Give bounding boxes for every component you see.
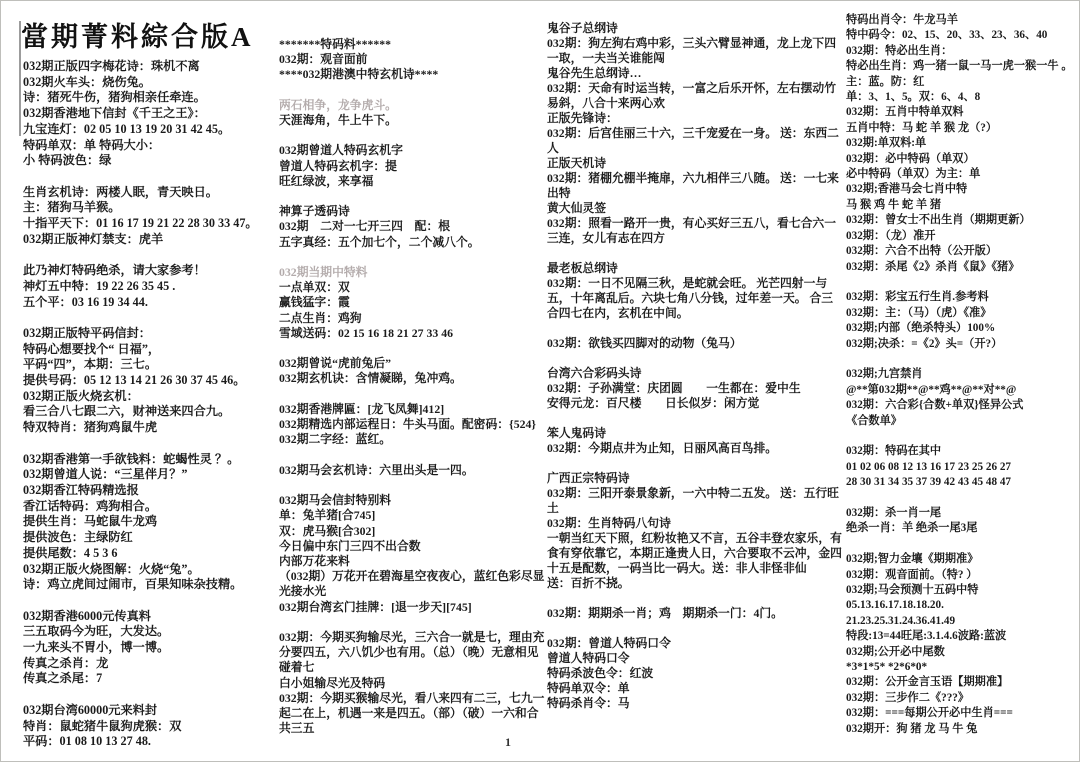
text-line: 032期：欲钱买四脚对的动物（兔马） <box>547 336 742 350</box>
text-line: 032期;决杀：=《2》头=（开?） <box>846 337 1003 350</box>
page-title: 當期菁料綜合版A <box>21 22 254 52</box>
text-line: 正版先锋诗： <box>547 111 618 125</box>
text-line: 传真之杀尾：7 <box>23 671 103 686</box>
text-line: 天涯海角，牛上牛下。 <box>279 113 397 128</box>
text-line: 032期：特码在其中 <box>846 445 942 458</box>
text-line <box>547 591 843 606</box>
text-line: 台湾六合彩码头诗 <box>547 366 642 380</box>
text-line: ****032期港澳中特玄机诗**** <box>279 67 439 82</box>
text-line <box>547 621 843 636</box>
text-line: 032期二字经：蓝红。 <box>279 432 392 447</box>
column-4 <box>846 13 1080 737</box>
text-line <box>547 456 843 471</box>
text-line: 神算子透码诗 <box>279 204 350 219</box>
column-1 <box>23 59 279 750</box>
text-line: 032期：六合不出特（公开版） <box>846 245 998 258</box>
text-line: 特码杀肖令：马 <box>547 696 630 710</box>
text-line <box>846 429 1080 444</box>
text-line: 小 特码波色：绿 <box>23 153 112 168</box>
text-line: 032期：观音面前。（特? ） <box>846 568 978 581</box>
text-line: 032期;智力金壤《期期准》 <box>846 553 979 566</box>
text-line <box>279 128 547 143</box>
text-line: 曾道人特码玄机字：提 <box>279 158 397 173</box>
text-line: 032期：（龙）准开 <box>846 229 936 242</box>
text-line <box>279 387 547 402</box>
text-line: 此乃神灯特码绝杀，请大家参考！ <box>23 263 206 278</box>
page-number: 1 <box>505 735 511 749</box>
text-line: 032期精选内部运程日：牛头马面。配密码：{524} <box>279 417 537 432</box>
text-line: 提供波色：主绿防红 <box>23 530 133 545</box>
text-line: 032期;九宫禁肖 <box>846 368 923 381</box>
text-line: 032期曾道人特码玄机字 <box>279 143 403 158</box>
text-line: 双：虎马猴[合302] <box>279 523 376 538</box>
text-line: 032期：天命有时运当转，一富之后乐开怀，左右摆动竹易斜，八合十来两心欢 <box>547 81 837 110</box>
text-line: 032期：观音面前 <box>279 52 368 67</box>
text-line <box>547 411 843 426</box>
text-line <box>547 321 843 336</box>
text-line: 032期火车头：烧伤兔。 <box>23 74 151 89</box>
text-line: 香江话特码：鸡狗相合。 <box>23 498 158 513</box>
text-line: 032期：必中特码（单双） <box>846 152 975 165</box>
text-line <box>846 352 1080 367</box>
text-line <box>279 250 547 265</box>
text-line: 032期：曾女士不出生肖（期期更新） <box>846 214 1031 227</box>
text-line: 032期玄机诀：含情凝睇，兔冲鸡。 <box>279 371 462 386</box>
text-line: 鬼谷先生总纲诗… <box>547 66 642 80</box>
text-line: 032期正版四字梅花诗：珠机不离 <box>23 59 200 73</box>
text-line: 032期：子孙满堂：庆团圆 一生都在：爱中生 <box>547 381 801 395</box>
text-line <box>279 341 547 356</box>
text-line: 必中特码（单双）为主：单 <box>846 168 981 181</box>
text-line: 032期：狗左狗右鸡中彩，三头六臂显神通，龙上龙下四一取，一夫当关谁能闯 <box>547 36 837 65</box>
text-line <box>846 537 1080 552</box>
text-line: 安得元龙：百尺楼 日长似岁：闲方觉 <box>547 396 760 410</box>
text-line <box>23 247 279 263</box>
text-line: 绝杀一肖：羊 绝杀一尾3尾 <box>846 522 978 535</box>
text-line: 提供尾数：4 5 3 6 <box>23 545 118 560</box>
text-line: 《合数单》 <box>846 414 902 427</box>
text-line: 正版天机诗 <box>547 156 606 170</box>
text-line: 一朝当红天下照，红粉妆艳又不言，五谷丰登农家乐，有食有穿依靠它，本期正逢贵人日，六合要取不云冲，金四十五是配数，一码当比一码大。送：非人非怪非仙 <box>547 531 842 575</box>
text-line: 特段:13=44旺尾:3.1.4.6波路:蓝波 <box>846 630 1007 643</box>
text-line: 生肖玄机诗：两楼人眠，青天映日。 <box>23 184 218 199</box>
text-line: 内部万花来料 <box>279 553 350 568</box>
text-line: 032期：===每期公开必中生肖=== <box>846 707 1013 720</box>
text-line: 曾道人特码口令 <box>547 651 630 665</box>
text-line <box>279 447 547 462</box>
text-line: 黄大仙灵签 <box>547 201 606 215</box>
text-line: 032期台湾60000元来料封 <box>23 702 158 717</box>
text-line: 032期正版火烧图解：火烧“兔”。 <box>23 561 200 576</box>
text-line: 032期：杀尾《2》杀肖《鼠》《猪》 <box>846 260 1020 273</box>
text-line: 特码单双令：单 <box>547 681 630 695</box>
text-line: 032期;内部（绝杀特头）100% <box>846 322 996 335</box>
text-line: 032期马会信封特别料 <box>279 493 392 508</box>
text-line: 旺红绿波，来享福 <box>279 173 374 188</box>
text-line: 诗：猪死牛伤，猪狗相亲任牵连。 <box>23 90 206 105</box>
text-line: 特双特肖：猪狗鸡鼠牛虎 <box>23 420 158 435</box>
text-line: 032期：后宫佳丽三十六，三千宠爱在一身。 送：东西二人 <box>547 126 839 155</box>
text-line: 五个平：03 16 19 34 44. <box>23 294 148 309</box>
text-line <box>279 478 547 493</box>
text-line: 一点单双：双 <box>279 280 350 295</box>
text-line: 032期正版火烧玄机： <box>23 388 139 403</box>
text-line: 特码杀波色令：红波 <box>547 666 654 680</box>
text-line: 032期香江特码精选报 <box>23 482 139 497</box>
text-line: 032期开：狗 猪 龙 马 牛 兔 <box>846 722 978 735</box>
column-2 <box>279 37 547 736</box>
text-line <box>279 615 547 630</box>
text-line: 今日偏中东门三四不出合数 <box>279 538 421 553</box>
text-line <box>23 310 279 326</box>
text-line: 马 猴 鸡 牛 蛇 羊 猪 <box>846 198 942 211</box>
text-line: 传真之杀肖：龙 <box>23 655 109 670</box>
text-line: 三五取码今为旺，大发达。 <box>23 624 170 639</box>
text-line: 032期：今期买狗输尽光，三六合一就是七，理由充分要四五，六八饥少也有用。（总）（晚）无意相见碰着七 <box>279 629 545 675</box>
text-line: 032期香港6000元传真料 <box>23 608 151 623</box>
text-line: 特必出生肖：鸡一猪一鼠一马一虎一猴一牛 。 <box>846 60 1073 73</box>
text-line: 032期：期期杀一肖；鸡 期期杀一门：4门。 <box>547 606 783 620</box>
text-line: 032期香港牌匾：[龙飞凤舞]412] <box>279 401 445 416</box>
text-line: 032期香港第一手欲钱料：蛇蝎性灵 ？。 <box>23 451 240 466</box>
text-line: 032期;马会预测十五码中特 <box>846 584 979 597</box>
text-line <box>23 436 279 452</box>
text-line: 平码：01 08 10 13 27 48. <box>23 734 151 749</box>
text-line: 广西正宗特码诗 <box>547 471 630 485</box>
text-line <box>846 275 1080 290</box>
text-line: 特码出肖令：牛龙马羊 <box>846 14 958 26</box>
text-line: 鬼谷子总纲诗 <box>547 21 618 35</box>
text-line: 诗：鸡立虎间过闹市，百果知味杂技精。 <box>23 577 243 592</box>
text-line: 提供号码：05 12 13 14 21 26 30 37 45 46。 <box>23 373 246 388</box>
text-line: 032期：照看一路开一贵，有心买好三五八，看七合六一三连，女儿有志在四方 <box>547 216 837 245</box>
text-line: 032期：五肖中特单双料 <box>846 106 964 119</box>
text-line: 032期当期中特料 <box>279 265 368 280</box>
text-line: 032期：六合彩{合数+单双}怪异公式 <box>846 399 1024 412</box>
text-line: 一九来头不胃小，博一博。 <box>23 640 170 655</box>
text-line: 五字真经：五个加七个，二个减八个。 <box>279 234 480 249</box>
text-line: 032期：猪棚允棚半掩扉，六九相伴三八随。 送：一七来出特 <box>547 171 839 200</box>
text-line: （032期）万花开在碧海星空夜夜心，蓝红色彩尽显光接水光 <box>279 569 545 599</box>
text-line: 032期正版特平码信封： <box>23 325 151 340</box>
text-line: 032期正版神灯禁支：虎羊 <box>23 231 164 246</box>
text-line: 平码“四”，本期：三七。 <box>23 357 158 372</box>
text-line: 032期：一日不见隔三秋，是蛇就会旺。 光芒四射一与五，十年离乱后。六块七角八分钱，过年差一天。 合三合四七在内，玄机在中间。 <box>547 276 834 320</box>
text-line: 032期曾说“虎前兔后” <box>279 356 392 371</box>
text-line <box>547 246 843 261</box>
column-3 <box>547 21 843 711</box>
text-line: 032期:单双料:单 <box>846 137 927 150</box>
text-line <box>547 351 843 366</box>
text-line: 032期：三阳开泰景象新，一六中特二五发。 送：五行旺土 <box>547 486 839 515</box>
text-line: @**第032期**@**鸡**@**对**@ <box>846 383 1017 396</box>
text-line: 032期台湾玄门挂牌：[退一步天][745] <box>279 599 472 614</box>
text-line: 032期：今期点井为止知，日丽风高百鸟排。 <box>547 441 778 455</box>
text-line: 032期 二对一七开三四 配：根 <box>279 219 451 234</box>
text-line: 二点生肖：鸡狗 <box>279 310 362 325</box>
text-line: 032期香港地下信封《千王之王》： <box>23 106 206 121</box>
text-line: 五肖中特：马 蛇 羊 猴 龙（?） <box>846 121 998 134</box>
text-line: 05.13.16.17.18.18.20. <box>846 599 944 612</box>
text-line <box>23 593 279 609</box>
text-line: 01 02 06 08 12 13 16 17 23 25 26 27 <box>846 460 1012 473</box>
text-line: 032期：生肖特码八句诗 <box>547 516 671 530</box>
text-line: 最老板总纲诗 <box>547 261 618 275</box>
text-line <box>23 169 279 185</box>
text-line: 白小姐输尽光及特码 <box>279 675 386 690</box>
text-line: 特码单双：单 特码大小： <box>23 137 161 152</box>
text-line: 032期：杀一肖一尾 <box>846 507 942 519</box>
text-line: 两石相争，龙争虎斗。 <box>279 97 397 112</box>
text-line: 看三合八七跟二六，财神送来四合九。 <box>23 404 231 419</box>
text-line <box>279 189 547 204</box>
text-line: 032期;公开必中尾数 <box>846 645 945 658</box>
text-line: 笨人鬼码诗 <box>547 426 606 440</box>
text-line: 032期：曾道人特码口令 <box>547 636 671 650</box>
text-line: *3*1*5* *2*6*0* <box>846 661 928 674</box>
text-line: 赢钱猛字：霞 <box>279 295 350 310</box>
text-line: 单：兔羊猪[合745] <box>279 508 376 523</box>
text-line <box>846 491 1080 506</box>
text-line: 21.23.25.31.24.36.41.49 <box>846 614 956 627</box>
text-line: 九宝连灯：02 05 10 13 19 20 31 42 45。 <box>23 121 231 136</box>
text-line: 十指平天下：01 16 17 19 21 22 28 30 33 47。 <box>23 216 258 231</box>
text-line: 神灯五中特：19 22 26 35 45 . <box>23 278 176 293</box>
text-line: 主：蓝。防：红 <box>846 75 925 88</box>
text-line: 雪域送码：02 15 16 18 21 27 33 46 <box>279 325 454 340</box>
text-line: 28 30 31 34 35 37 39 42 43 45 48 47 <box>846 476 1012 489</box>
text-line: 032期;香港马会七肖中特 <box>846 183 968 196</box>
text-line: 032期：今期买猴输尽光，看八来四有二三，七九一起二在上，机遇一来是四五。（部）（破）一六和合共三五 <box>279 690 545 736</box>
text-line <box>279 83 547 98</box>
text-line: 单：3、1、5。双：6、4、8 <box>846 91 981 104</box>
text-line: 032期：三步作二《???》 <box>846 691 970 704</box>
text-line: *******特码料****** <box>279 37 392 51</box>
text-line <box>23 687 279 703</box>
text-line: 032期马会玄机诗：六里出头是一四。 <box>279 462 474 477</box>
text-line: 032期：主：（马）（虎）《准》 <box>846 306 992 319</box>
text-line: 032期：公开金言玉语【期期准】 <box>846 676 1009 689</box>
text-line: 032期曾道人说：“三星伴月？” <box>23 467 188 482</box>
text-line: 032期：特必出生肖： <box>846 44 953 57</box>
text-line: 送：百折不挠。 <box>547 576 630 590</box>
text-line: 特肖：鼠蛇猪牛鼠狗虎猴：双 <box>23 718 182 733</box>
text-line: 特码心想要找个“ 日福”， <box>23 341 161 356</box>
text-line: 特中码令：02、15、20、33、23、36、40 <box>846 29 1048 42</box>
text-line: 提供生肖：马蛇鼠牛龙鸡 <box>23 514 158 529</box>
text-line: 主：猪狗马羊猴。 <box>23 200 121 215</box>
text-line: 032期：彩宝五行生肖.参考料 <box>846 291 989 304</box>
